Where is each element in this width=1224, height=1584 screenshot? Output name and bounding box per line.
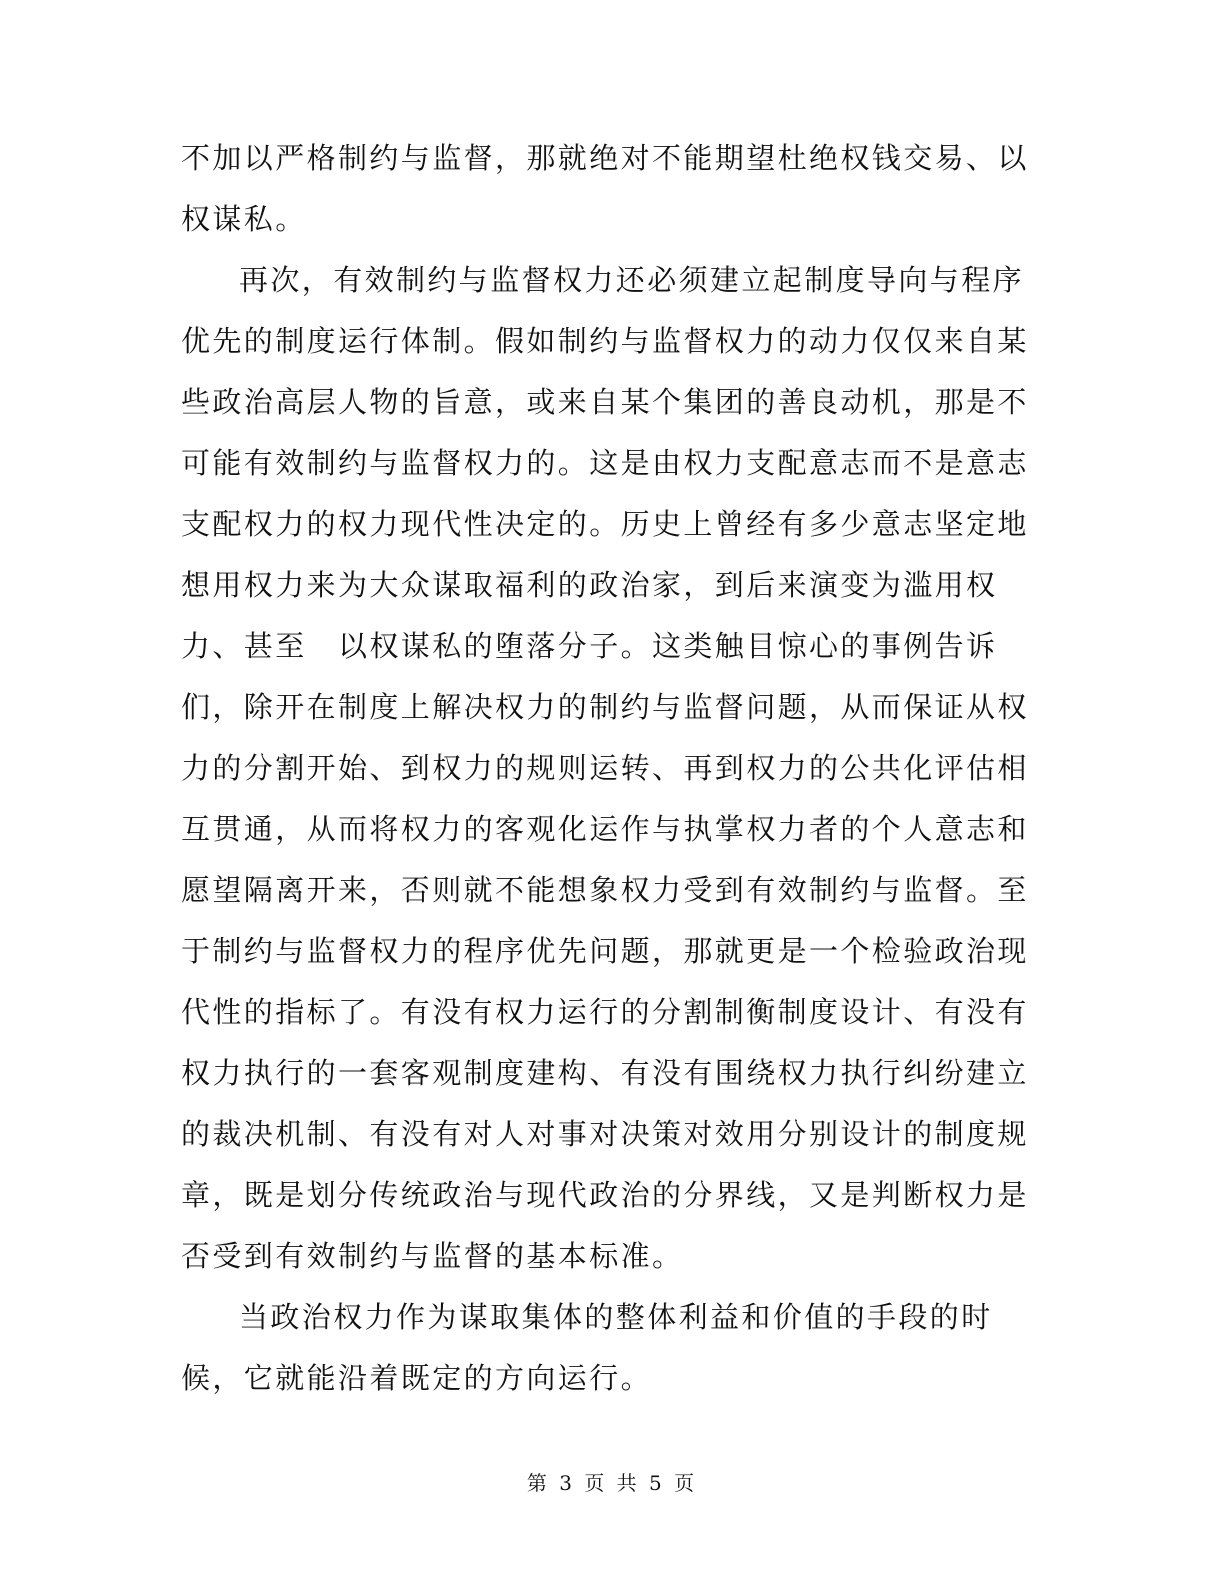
text-line: 再次，有效制约与监督权力还必须建立起制度导向与程序	[239, 263, 1025, 297]
text-line: 优先的制度运行体制。假如制约与监督权力的动力仅仅来自某	[181, 324, 1029, 358]
text-line: 力、甚至 以权谋私的堕落分子。这类触目惊心的事例告诉	[181, 629, 998, 663]
text-line: 的裁决机制、有没有对人对事对决策对效用分别设计的制度规	[181, 1117, 1029, 1151]
body-text	[181, 128, 1041, 1409]
text-line: 当政治权力作为谋取集体的整体利益和价值的手段的时	[239, 1300, 993, 1334]
text-line: 支配权力的权力现代性决定的。历史上曾经有多少意志坚定地	[181, 507, 1029, 541]
text-line: 些政治高层人物的旨意，或来自某个集团的善良动机，那是不	[181, 385, 1029, 419]
text-line: 否受到有效制约与监督的基本标准。	[181, 1239, 684, 1273]
text-line: 章，既是划分传统政治与现代政治的分界线，又是判断权力是	[181, 1178, 1029, 1212]
text-line: 互贯通，从而将权力的客观化运作与执掌权力者的个人意志和	[181, 812, 1029, 846]
text-line: 不加以严格制约与监督，那就绝对不能期望杜绝权钱交易、以	[181, 141, 1029, 175]
text-line: 代性的指标了。有没有权力运行的分割制衡制度设计、有没有	[181, 995, 1029, 1029]
text-line: 愿望隔离开来，否则就不能想象权力受到有效制约与监督。至	[181, 873, 1029, 907]
text-line: 候，它就能沿着既定的方向运行。	[181, 1361, 653, 1395]
page-footer: 第 3 页 共 5 页	[526, 1471, 698, 1495]
text-line: 们，除开在制度上解决权力的制约与监督问题，从而保证从权	[181, 690, 1029, 724]
text-line: 力的分割开始、到权力的规则运转、再到权力的公共化评估相	[181, 751, 1029, 785]
text-line: 权谋私。	[181, 202, 307, 236]
text-line: 可能有效制约与监督权力的。这是由权力支配意志而不是意志	[181, 446, 1029, 480]
text-line: 想用权力来为大众谋取福利的政治家，到后来演变为滥用权	[181, 568, 998, 602]
text-line: 于制约与监督权力的程序优先问题，那就更是一个检验政治现	[181, 934, 1029, 968]
text-line: 权力执行的一套客观制度建构、有没有围绕权力执行纠纷建立	[181, 1056, 1029, 1090]
